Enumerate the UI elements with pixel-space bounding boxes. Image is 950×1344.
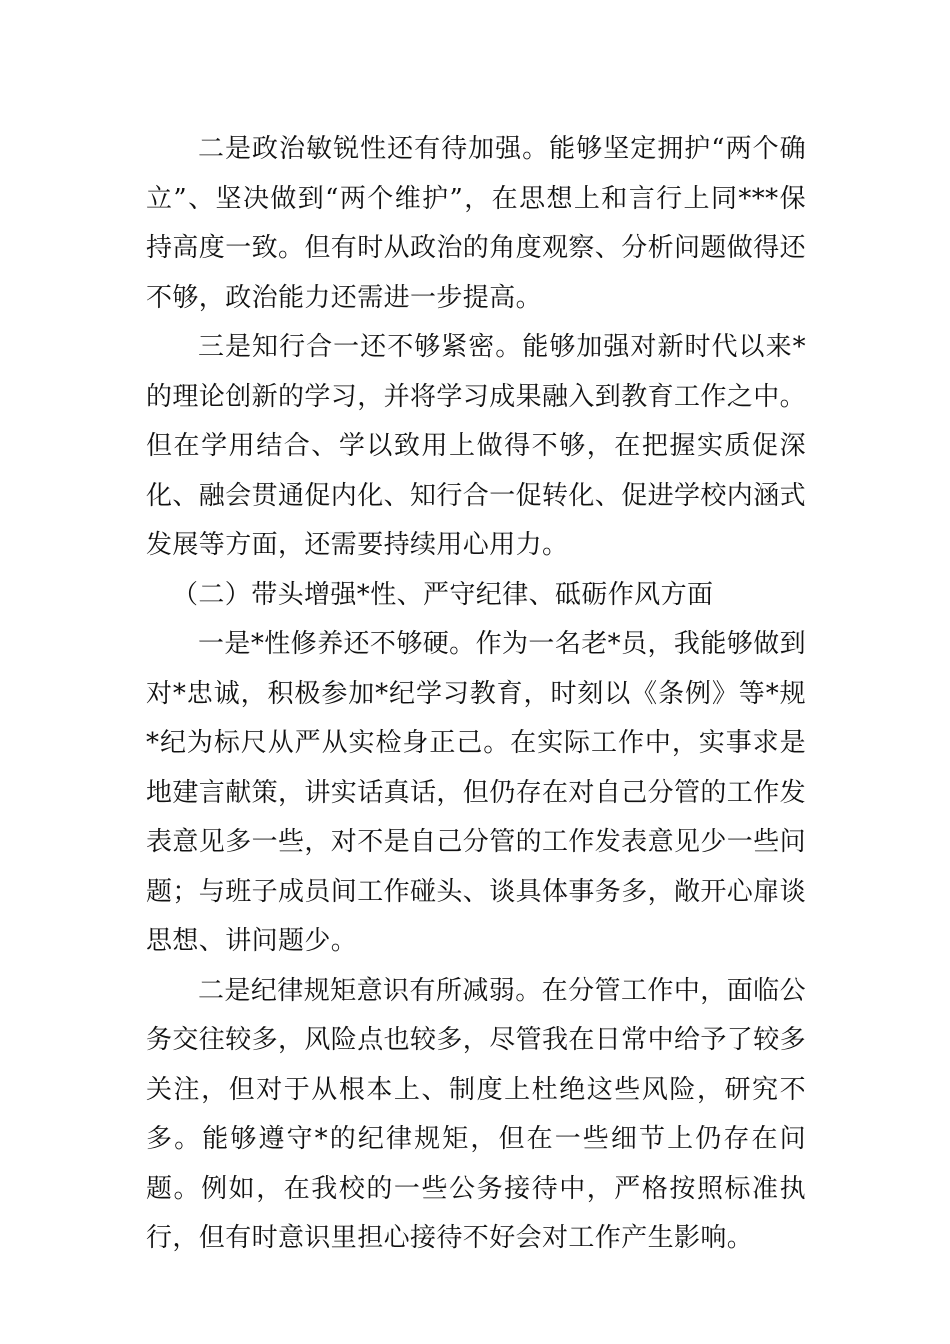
paragraph-political-sensitivity: 二是政治敏锐性还有待加强。能够坚定拥护“两个确立”、坚决做到“两个维护”，在思想上和言行上同***保持高度一致。但有时从政治的角度观察、分析问题做得还不够，政治能力还需进一步提高。 bbox=[146, 134, 807, 313]
paragraph-discipline-awareness: 二是纪律规矩意识有所减弱。在分管工作中，面临公务交往较多，风险点也较多，尽管我在日常中给予了较多关注，但对于从根本上、制度上杜绝这些风险，研究不多。能够遵守*的纪律规矩，但在一些细节上仍存在问题。例如，在我校的一些公务接待中，严格按照标准执行，但有时意识里担心接待不好会对工作产生影响。 bbox=[146, 975, 807, 1253]
paragraph-knowledge-action-unity: 三是知行合一还不够紧密。能够加强对新时代以来*的理论创新的学习，并将学习成果融入到教育工作之中。但在学用结合、学以致用上做得不够，在把握实质促深化、融会贯通促内化、知行合一促转化、促进学校内涵式发展等方面，还需要持续用心用力。 bbox=[146, 332, 807, 560]
section-heading: （二）带头增强*性、严守纪律、砥砺作风方面 bbox=[172, 579, 714, 610]
paragraph-party-cultivation: 一是*性修养还不够硬。作为一名老*员，我能够做到对*忠诚，积极参加*纪学习教育，时刻以《条例》等*规*纪为标尺从严从实检身正己。在实际工作中，实事求是地建言献策，讲实话真话，但仍存在对自己分管的工作发表意见多一些，对不是自己分管的工作发表意见少一些问题；与班子成员间工作碰头、谈具体事务多，敞开心扉谈思想、讲问题少。 bbox=[146, 629, 807, 956]
document-body bbox=[146, 125, 806, 1264]
